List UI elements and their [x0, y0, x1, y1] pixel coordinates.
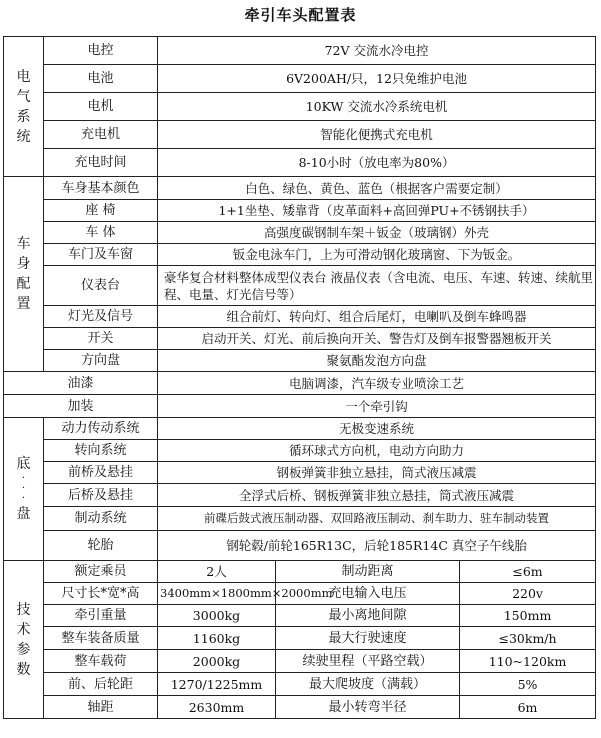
row-value: 循环球式方向机，电动方向助力 — [158, 440, 596, 462]
table-row — [4, 484, 596, 507]
spec-value: 2000kg — [158, 650, 276, 673]
spec-label: 整车装备质量 — [44, 627, 158, 650]
row-label: 开关 — [44, 328, 158, 350]
spec-value: ≤6m — [460, 561, 596, 583]
row-value: 1+1坐垫、矮靠背（皮革面料+高回弹PU+不锈钢扶手） — [158, 200, 596, 222]
row-label: 车门及车窗 — [44, 244, 158, 266]
spec-label: 前、后轮距 — [44, 673, 158, 696]
table-row — [4, 440, 596, 462]
row-label: 仪表台 — [44, 266, 158, 306]
spec-value: 150mm — [460, 605, 596, 627]
spec-value: 220v — [460, 583, 596, 605]
row-label: 制动系统 — [44, 507, 158, 531]
table-row — [4, 244, 596, 266]
table-row — [4, 418, 596, 440]
table-row — [4, 65, 596, 93]
category-body: 车 身 配 置 — [4, 177, 44, 372]
table-row — [4, 222, 596, 244]
spec-label: 充电输入电压 — [276, 583, 460, 605]
table-row — [4, 605, 596, 627]
spec-value: 3000kg — [158, 605, 276, 627]
table-row — [4, 507, 596, 531]
table-row — [4, 121, 596, 149]
row-value: 钢轮毂/前轮165R13C，后轮185R14C 真空子午线胎 — [158, 531, 596, 561]
row-value: 8-10小时（放电率为80%） — [158, 149, 596, 177]
spec-value: 3400mm×1800mm×2000mm — [158, 583, 276, 605]
table-row — [4, 200, 596, 222]
row-label: 电池 — [44, 65, 158, 93]
category-electrical: 电 气 系 统 — [4, 37, 44, 177]
table-row — [4, 561, 596, 583]
spec-value: 2人 — [158, 561, 276, 583]
spec-label: 最小离地间隙 — [276, 605, 460, 627]
row-label: 方向盘 — [44, 350, 158, 372]
table-row — [4, 395, 596, 418]
table-row — [4, 93, 596, 121]
spec-value: 110~120km — [460, 650, 596, 673]
row-value: 10KW 交流水冷系统电机 — [158, 93, 596, 121]
spec-label: 尺寸长*宽*高 — [44, 583, 158, 605]
row-value: 钣金电泳车门，上为可滑动钢化玻璃窗、下为钣金。 — [158, 244, 596, 266]
row-value: 启动开关、灯光、前后换向开关、警告灯及倒车报警器翘板开关 — [158, 328, 596, 350]
spec-label: 牵引重量 — [44, 605, 158, 627]
row-value: 全浮式后桥、钢板弹簧非独立悬挂，筒式液压减震 — [158, 484, 596, 507]
row-value: 72V 交流水冷电控 — [158, 37, 596, 65]
page-title: 牵引车头配置表 — [244, 6, 357, 24]
row-value: 钢板弹簧非独立悬挂，筒式液压减震 — [158, 462, 596, 484]
row-label: 充电机 — [44, 121, 158, 149]
row-label: 轮胎 — [44, 531, 158, 561]
row-label: 转向系统 — [44, 440, 158, 462]
row-value: 智能化便携式充电机 — [158, 121, 596, 149]
table-row — [4, 328, 596, 350]
paint-value: 电脑调漆，汽车级专业喷涂工艺 — [158, 372, 596, 395]
row-label: 电机 — [44, 93, 158, 121]
spec-label: 续驶里程（平路空载） — [276, 650, 460, 673]
table-row — [4, 627, 596, 650]
row-value: 无极变速系统 — [158, 418, 596, 440]
row-label: 座 椅 — [44, 200, 158, 222]
spec-value: 5% — [460, 673, 596, 696]
table-row — [4, 696, 596, 719]
row-value: 组合前灯、转向灯、组合后尾灯，电喇叭及倒车蜂鸣器 — [158, 306, 596, 328]
spec-value: 2630mm — [158, 696, 276, 719]
row-label: 车身基本颜色 — [44, 177, 158, 200]
table-row — [4, 149, 596, 177]
table-row — [4, 350, 596, 372]
row-label: 车 体 — [44, 222, 158, 244]
table-row — [4, 306, 596, 328]
category-tech: 技 术 参 数 — [4, 561, 44, 719]
category-chassis: 底 · · · 盘 — [4, 418, 44, 561]
row-value: 豪华复合材料整体成型仪表台 液晶仪表（含电流、电压、车速、转速、续航里程、电量、灯光信号等） — [158, 266, 596, 306]
spec-value: 6m — [460, 696, 596, 719]
config-table — [3, 36, 596, 719]
row-label: 充电时间 — [44, 149, 158, 177]
table-row — [4, 177, 596, 200]
spec-label: 最大爬坡度（满载） — [276, 673, 460, 696]
table-row — [4, 673, 596, 696]
row-value: 高强度碳钢制车架＋钣金（玻璃钢）外壳 — [158, 222, 596, 244]
table-row — [4, 372, 596, 395]
table-row — [4, 266, 596, 306]
table-row — [4, 37, 596, 65]
row-label: 动力传动系统 — [44, 418, 158, 440]
spec-label: 轴距 — [44, 696, 158, 719]
table-row — [4, 531, 596, 561]
row-value: 聚氨酯发泡方向盘 — [158, 350, 596, 372]
spec-label: 整车载荷 — [44, 650, 158, 673]
spec-value: 1270/1225mm — [158, 673, 276, 696]
table-row — [4, 650, 596, 673]
row-value: 6V200AH/只，12只免维护电池 — [158, 65, 596, 93]
row-label: 前桥及悬挂 — [44, 462, 158, 484]
spec-value: ≤30km/h — [460, 627, 596, 650]
spec-value: 1160kg — [158, 627, 276, 650]
spec-label: 最小转弯半径 — [276, 696, 460, 719]
paint-label: 油漆 — [4, 372, 158, 395]
table-row — [4, 583, 596, 605]
row-label: 后桥及悬挂 — [44, 484, 158, 507]
row-label: 灯光及信号 — [44, 306, 158, 328]
fitting-value: 一个牵引钩 — [158, 395, 596, 418]
row-value: 白色、绿色、黄色、蓝色（根据客户需要定制） — [158, 177, 596, 200]
fitting-label: 加装 — [4, 395, 158, 418]
spec-label: 最大行驶速度 — [276, 627, 460, 650]
table-row — [4, 462, 596, 484]
row-label: 电控 — [44, 37, 158, 65]
spec-label: 额定乘员 — [44, 561, 158, 583]
spec-label: 制动距离 — [276, 561, 460, 583]
row-value: 前碟后鼓式液压制动器、双回路液压制动、刹车助力、驻车制动装置 — [158, 507, 596, 531]
